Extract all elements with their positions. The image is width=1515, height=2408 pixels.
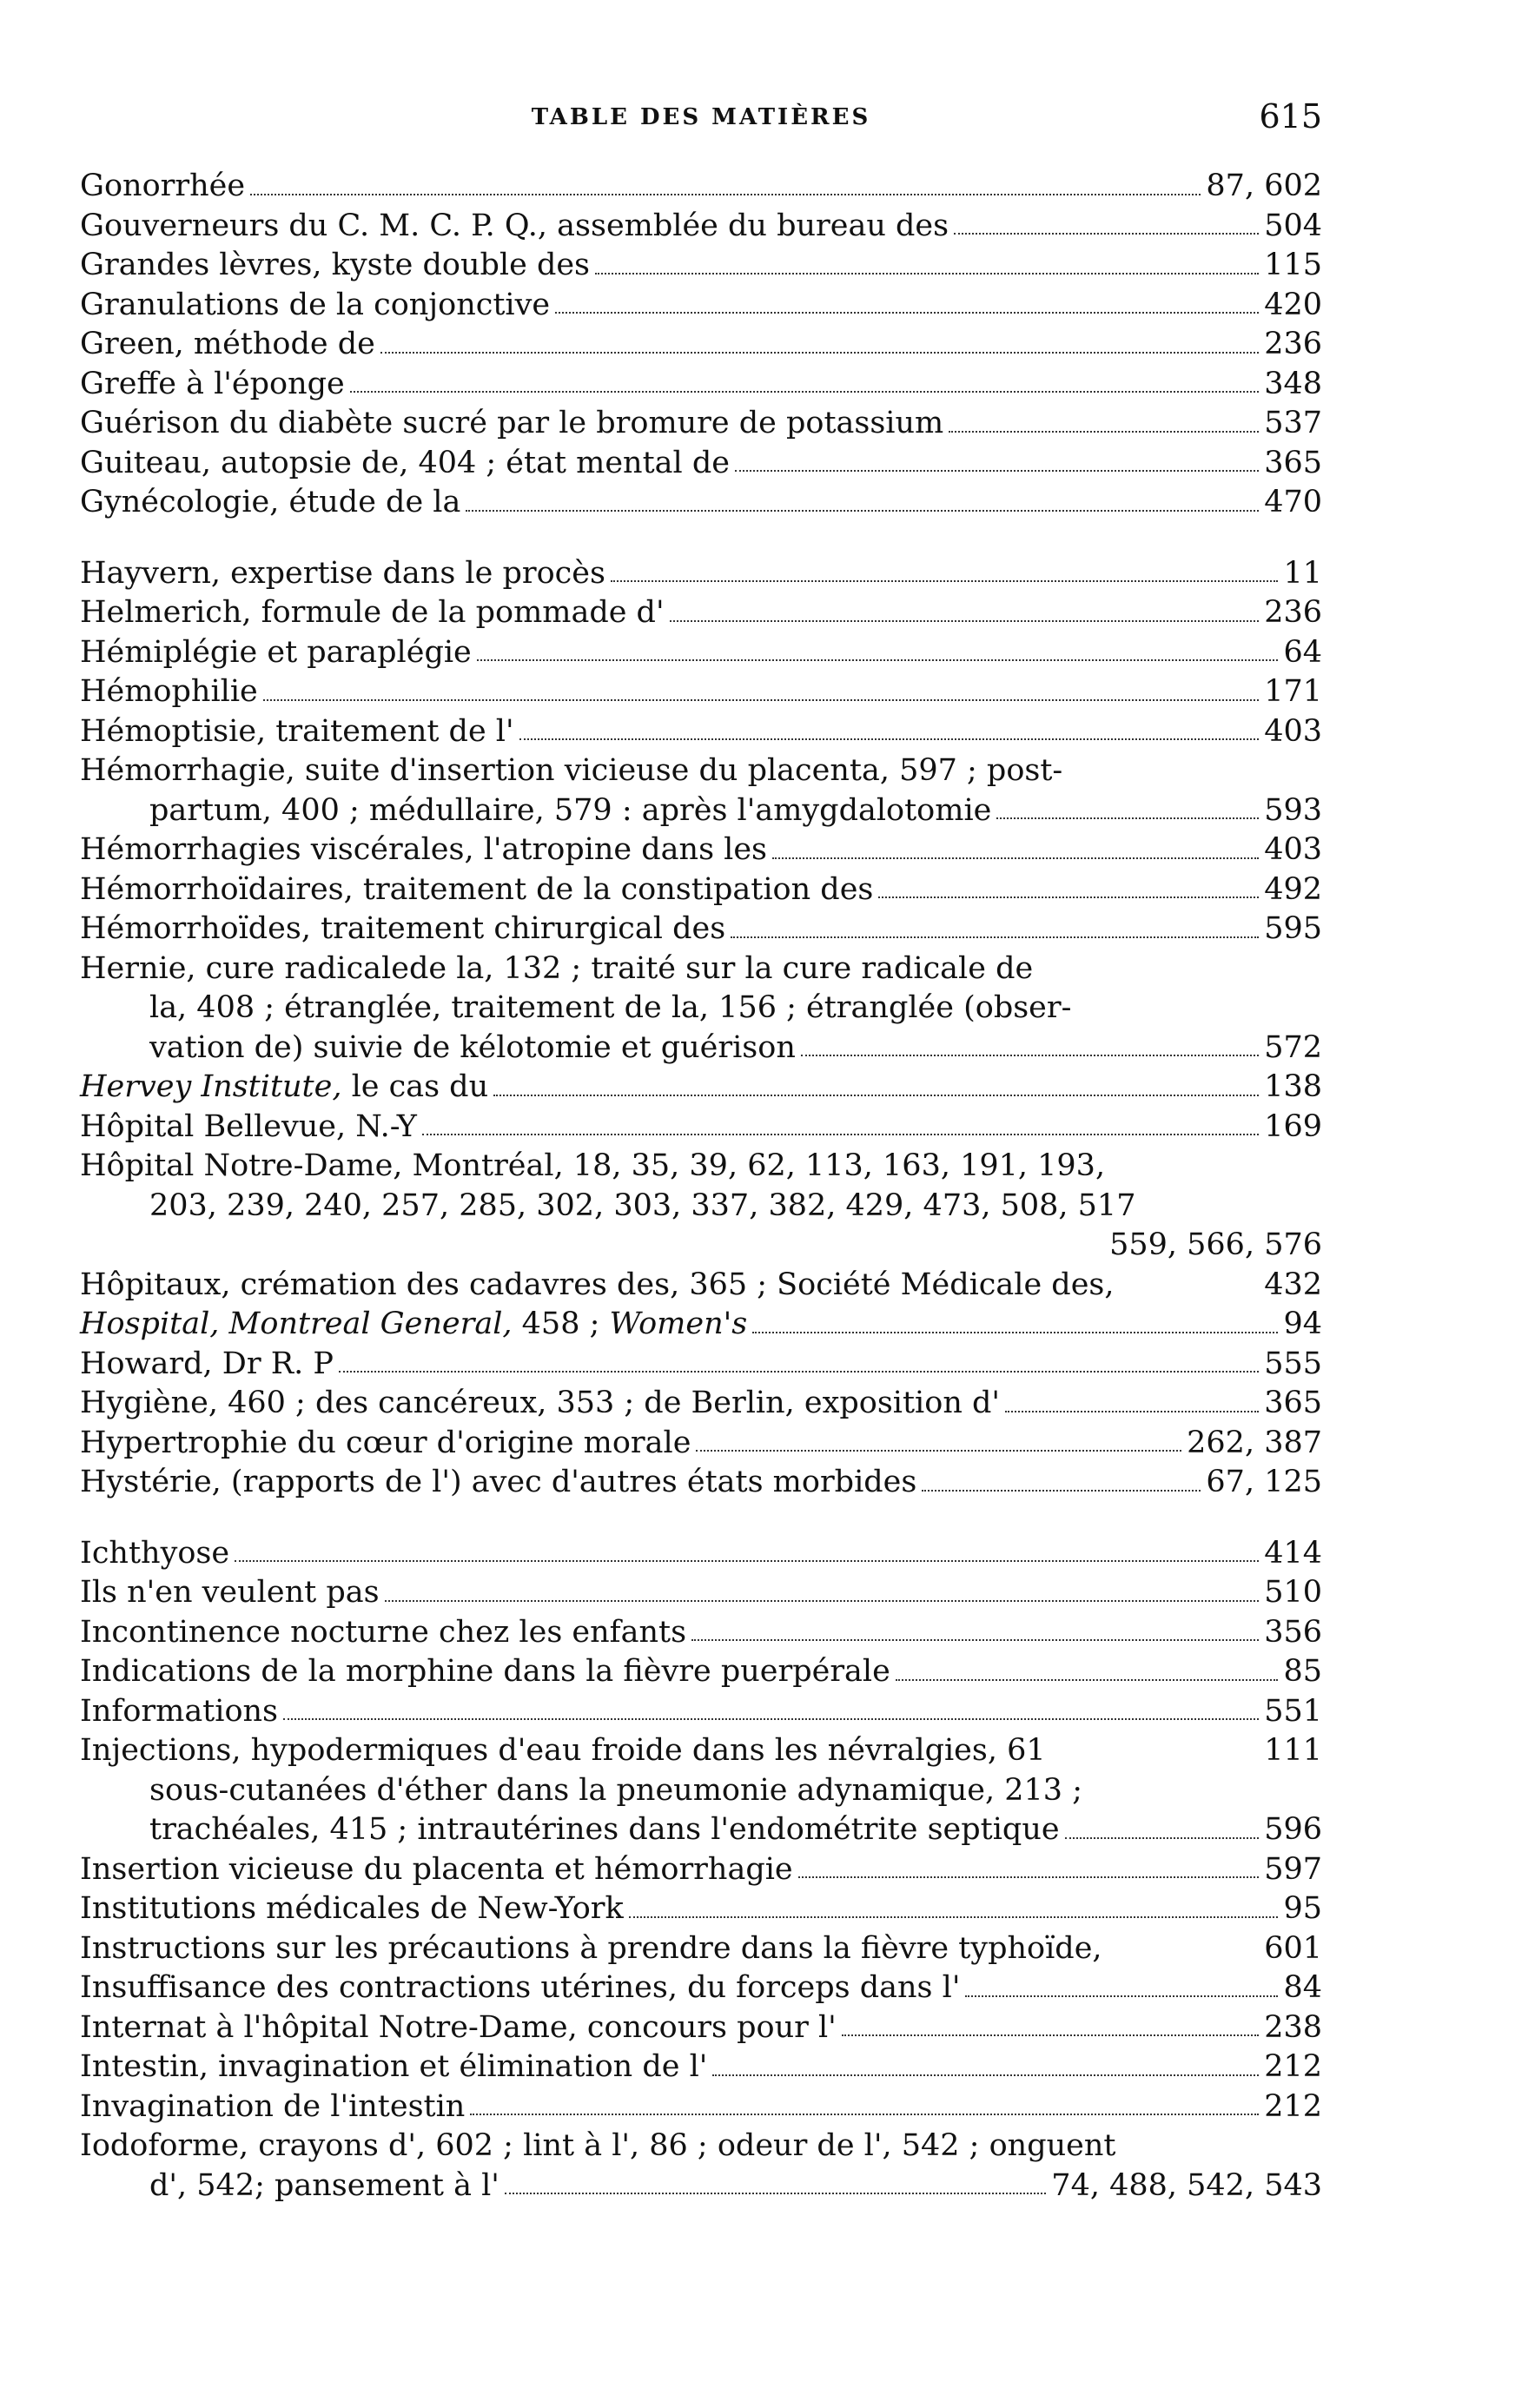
entry-pages: 115 bbox=[1264, 248, 1322, 282]
entry-term: Invagination de l'intestin bbox=[80, 2088, 466, 2124]
entry-pages: 365 bbox=[1264, 1386, 1322, 1420]
dot-leader bbox=[896, 1679, 1279, 1681]
index-entry bbox=[80, 1424, 1322, 1464]
dot-leader bbox=[339, 1371, 1259, 1373]
index-entry bbox=[80, 207, 1322, 247]
dot-leader bbox=[505, 2193, 1046, 2194]
entry-pages: 356 bbox=[1264, 1614, 1322, 1650]
entry-term: Incontinence nocturne chez les enfants bbox=[80, 1614, 687, 1650]
dot-leader bbox=[801, 1055, 1259, 1056]
index-entry-line: Hernie, cure radicalede la, 132 ; traité sur la cure radicale de bbox=[80, 950, 1034, 986]
dot-leader bbox=[752, 1332, 1278, 1333]
index-entry bbox=[80, 1305, 1322, 1345]
entry-term: Gynécologie, étude de la bbox=[80, 485, 461, 519]
entry-pages: 414 bbox=[1264, 1535, 1322, 1571]
entry-pages: 111 bbox=[1264, 1733, 1322, 1768]
entry-pages: 171 bbox=[1264, 674, 1322, 709]
entry-term: Hémorrhoïdes, traitement chirurgical des bbox=[80, 911, 726, 946]
entry-term: Green, méthode de bbox=[80, 327, 375, 361]
entry-pages: 169 bbox=[1264, 1108, 1322, 1144]
index-entry bbox=[80, 1692, 1322, 1732]
entry-pages: 365 bbox=[1264, 445, 1322, 480]
index-entry bbox=[80, 286, 1322, 326]
entry-pages: 94 bbox=[1283, 1307, 1322, 1341]
entry-pages: 238 bbox=[1264, 2009, 1322, 2045]
dot-leader bbox=[555, 312, 1259, 314]
entry-term-italic: Women's bbox=[609, 1307, 748, 1341]
entry-term: Helmerich, formule de la pommade d' bbox=[80, 595, 665, 630]
entry-pages: 348 bbox=[1264, 366, 1322, 401]
entry-pages: 432 bbox=[1264, 1267, 1322, 1302]
entry-pages: 555 bbox=[1264, 1346, 1322, 1381]
page-header bbox=[80, 96, 1322, 156]
index-entry bbox=[80, 910, 1322, 949]
index-entry bbox=[80, 1652, 1322, 1692]
index-entry-continuation: la, 408 ; étranglée, traitement de la, 156 ; étranglée (obser- bbox=[149, 990, 1072, 1025]
index-entry-continuation bbox=[80, 791, 1322, 831]
entry-pages: 601 bbox=[1264, 1930, 1322, 1966]
entry-pages: 597 bbox=[1264, 1851, 1322, 1887]
entry-pages: 420 bbox=[1264, 287, 1322, 322]
dot-leader bbox=[691, 1639, 1259, 1641]
entry-term: Insuffisance des contractions utérines, du forceps dans l' bbox=[80, 1970, 961, 2005]
index-entry bbox=[80, 830, 1322, 870]
entry-term: Hôpitaux, crémation des cadavres des, 365 ; Société Médicale des, bbox=[80, 1267, 1115, 1302]
dot-leader bbox=[798, 1876, 1260, 1878]
entry-term-text: 458 ; bbox=[512, 1307, 610, 1341]
entry-pages: 212 bbox=[1264, 2049, 1322, 2084]
entry-term: Gonorrhée bbox=[80, 169, 246, 203]
index-entry bbox=[80, 870, 1322, 910]
dot-leader bbox=[385, 1600, 1260, 1602]
index-entry-line: Iodoforme, crayons d', 602 ; lint à l', 86 ; odeur de l', 542 ; onguent bbox=[80, 2128, 1116, 2163]
dot-leader bbox=[235, 1560, 1259, 1562]
entry-term: Gouverneurs du C. M. C. P. Q., assemblée du bureau des bbox=[80, 208, 949, 243]
entry-term: Hémorrhoïdaires, traitement de la constipation des bbox=[80, 871, 874, 907]
index-entry bbox=[80, 167, 1322, 207]
index-entry bbox=[80, 554, 1322, 594]
index-entry bbox=[80, 1573, 1322, 1613]
dot-leader bbox=[712, 2074, 1259, 2076]
index-entry bbox=[80, 1463, 1322, 1503]
entry-pages: 64 bbox=[1283, 634, 1322, 670]
entry-term: d', 542; pansement à l' bbox=[149, 2167, 499, 2203]
dot-leader bbox=[470, 2114, 1259, 2115]
dot-leader bbox=[731, 936, 1259, 938]
index-entry bbox=[80, 1850, 1322, 1890]
index-entry bbox=[80, 1731, 1322, 1771]
entry-term: Hémophilie bbox=[80, 674, 258, 709]
entry-pages: 593 bbox=[1264, 792, 1322, 828]
entry-pages: 236 bbox=[1264, 327, 1322, 361]
dot-leader bbox=[519, 738, 1260, 740]
entry-pages: 95 bbox=[1283, 1891, 1322, 1926]
index-entry bbox=[80, 325, 1322, 365]
dot-leader bbox=[250, 194, 1201, 195]
entry-term: Insertion vicieuse du placenta et hémorrhagie bbox=[80, 1851, 793, 1887]
entry-pages: 403 bbox=[1264, 713, 1322, 749]
dot-leader bbox=[493, 1095, 1259, 1096]
entry-pages: 551 bbox=[1264, 1693, 1322, 1729]
entry-term: Ichthyose bbox=[80, 1535, 230, 1571]
index-entry-continuation bbox=[80, 1810, 1322, 1850]
index-entry bbox=[80, 1266, 1322, 1306]
entry-pages: 84 bbox=[1283, 1970, 1322, 2005]
index-entry bbox=[80, 712, 1322, 752]
index-entry-line: Hémorrhagie, suite d'insertion vicieuse du placenta, 597 ; post- bbox=[80, 753, 1063, 788]
index-section bbox=[80, 554, 1322, 1503]
entry-pages: 595 bbox=[1264, 911, 1322, 946]
entry-term-italic: Hospital, Montreal General, bbox=[80, 1307, 513, 1341]
entry-term: vation de) suivie de kélotomie et guérison bbox=[149, 1029, 796, 1065]
entry-pages: 492 bbox=[1264, 871, 1322, 907]
entry-term: Ils n'en veulent pas bbox=[80, 1575, 380, 1610]
index-entry bbox=[80, 2008, 1322, 2048]
entry-term: Greffe à l'éponge bbox=[80, 366, 345, 401]
dot-leader bbox=[996, 817, 1259, 819]
entry-term: Guiteau, autopsie de, 404 ; état mental de bbox=[80, 445, 730, 480]
entry-term bbox=[80, 1068, 488, 1108]
entry-term: Injections, hypodermiques d'eau froide dans les névralgies, 61 bbox=[80, 1733, 1046, 1768]
index-entry bbox=[80, 483, 1322, 523]
page-number: 615 bbox=[1259, 97, 1322, 136]
entry-term: Indications de la morphine dans la fièvre puerpérale bbox=[80, 1654, 890, 1689]
entry-pages: 85 bbox=[1283, 1654, 1322, 1689]
index-sections bbox=[80, 167, 1322, 2206]
dot-leader bbox=[477, 659, 1279, 661]
dot-leader bbox=[466, 510, 1259, 512]
index-entry bbox=[80, 1968, 1322, 2008]
entry-term: trachéales, 415 ; intrautérines dans l'endométrite septique bbox=[149, 1812, 1060, 1847]
dot-leader bbox=[1065, 1837, 1260, 1839]
entry-term: Grandes lèvres, kyste double des bbox=[80, 248, 591, 282]
entry-pages: 138 bbox=[1264, 1069, 1322, 1104]
index-entry-continuation: 203, 239, 240, 257, 285, 302, 303, 337, 382, 429, 473, 508, 517 bbox=[149, 1187, 1136, 1223]
entry-pages: 504 bbox=[1264, 208, 1322, 243]
index-entry bbox=[80, 2047, 1322, 2087]
entry-pages: 470 bbox=[1264, 485, 1322, 519]
entry-pages: 67, 125 bbox=[1206, 1465, 1322, 1499]
dot-leader bbox=[350, 391, 1259, 393]
entry-term-italic: Hervey Institute, bbox=[80, 1069, 342, 1104]
index-entry bbox=[80, 1384, 1322, 1424]
entry-term: Granulations de la conjonctive bbox=[80, 287, 551, 322]
entry-term: Informations bbox=[80, 1693, 279, 1729]
entry-term bbox=[80, 1305, 747, 1345]
index-entry bbox=[80, 593, 1322, 633]
entry-term: Howard, Dr R. P bbox=[80, 1346, 334, 1381]
entry-pages: 11 bbox=[1283, 555, 1322, 591]
dot-leader bbox=[422, 1134, 1259, 1135]
entry-term: Institutions médicales de New-York bbox=[80, 1891, 624, 1926]
index-entry-continuation: 559, 566, 576 bbox=[1109, 1227, 1322, 1262]
dot-leader bbox=[670, 620, 1260, 622]
index-entry-continuation bbox=[80, 2167, 1322, 2206]
dot-leader bbox=[263, 699, 1259, 701]
dot-leader bbox=[735, 470, 1259, 472]
dot-leader bbox=[772, 857, 1259, 859]
entry-pages: 74, 488, 542, 543 bbox=[1051, 2167, 1322, 2203]
entry-term: Hygiène, 460 ; des cancéreux, 353 ; de Berlin, exposition d' bbox=[80, 1386, 1001, 1420]
index-entry-continuation bbox=[80, 1029, 1322, 1068]
entry-pages: 403 bbox=[1264, 832, 1322, 867]
entry-pages: 510 bbox=[1264, 1575, 1322, 1610]
dot-leader bbox=[878, 896, 1259, 898]
dot-leader bbox=[965, 1995, 1278, 1997]
entry-pages: 572 bbox=[1264, 1029, 1322, 1065]
entry-term: Hémiplégie et paraplégie bbox=[80, 634, 472, 670]
index-entry bbox=[80, 365, 1322, 405]
index-entry bbox=[80, 1613, 1322, 1653]
entry-term: partum, 400 ; médullaire, 579 : après l'amygdalotomie bbox=[149, 792, 992, 828]
dot-leader bbox=[629, 1916, 1279, 1918]
entry-pages: 262, 387 bbox=[1187, 1425, 1322, 1460]
entry-term-text: le cas du bbox=[341, 1069, 489, 1104]
dot-leader bbox=[922, 1490, 1201, 1492]
entry-term: Instructions sur les précautions à prendre dans la fièvre typhoïde, bbox=[80, 1930, 1102, 1966]
entry-term: Internat à l'hôpital Notre-Dame, concours pour l' bbox=[80, 2009, 837, 2045]
dot-leader bbox=[954, 233, 1259, 235]
index-entry bbox=[80, 2087, 1322, 2127]
entry-term: Hayvern, expertise dans le procès bbox=[80, 555, 605, 591]
index-entry bbox=[80, 633, 1322, 673]
entry-pages: 212 bbox=[1264, 2088, 1322, 2124]
index-entry-continuation: sous-cutanées d'éther dans la pneumonie adynamique, 213 ; bbox=[149, 1772, 1082, 1808]
index-entry bbox=[80, 444, 1322, 484]
running-title: TABLE DES MATIÈRES bbox=[531, 104, 871, 130]
index-entry-line: Hôpital Notre-Dame, Montréal, 18, 35, 39, 62, 113, 163, 191, 193, bbox=[80, 1148, 1106, 1183]
index-section bbox=[80, 167, 1322, 523]
index-entry bbox=[80, 672, 1322, 712]
entry-pages: 236 bbox=[1264, 595, 1322, 630]
entry-pages: 596 bbox=[1264, 1812, 1322, 1847]
dot-leader bbox=[1005, 1411, 1259, 1412]
index-entry bbox=[80, 1345, 1322, 1385]
dot-leader bbox=[611, 580, 1279, 582]
dot-leader bbox=[949, 431, 1259, 433]
dot-leader bbox=[842, 2034, 1259, 2036]
index-entry bbox=[80, 1108, 1322, 1148]
dot-leader bbox=[696, 1450, 1181, 1452]
entry-term: Intestin, invagination et élimination de l' bbox=[80, 2049, 708, 2084]
dot-leader bbox=[595, 273, 1259, 275]
entry-term: Hôpital Bellevue, N.-Y bbox=[80, 1108, 417, 1144]
entry-pages: 87, 602 bbox=[1206, 169, 1322, 203]
entry-term: Hémoptisie, traitement de l' bbox=[80, 713, 514, 749]
index-entry bbox=[80, 1889, 1322, 1929]
index-page bbox=[80, 96, 1322, 2206]
entry-term: Hystérie, (rapports de l') avec d'autres états morbides bbox=[80, 1465, 917, 1499]
index-entry bbox=[80, 1929, 1322, 1969]
dot-leader bbox=[283, 1718, 1259, 1720]
dot-leader bbox=[380, 352, 1259, 354]
index-entry bbox=[80, 246, 1322, 286]
entry-term: Hypertrophie du cœur d'origine morale bbox=[80, 1425, 691, 1460]
entry-term: Hémorrhagies viscérales, l'atropine dans les bbox=[80, 832, 768, 867]
index-entry bbox=[80, 1068, 1322, 1108]
entry-term: Guérison du diabète sucré par le bromure de potassium bbox=[80, 406, 944, 440]
index-entry bbox=[80, 404, 1322, 444]
index-section bbox=[80, 1534, 1322, 2206]
entry-pages: 537 bbox=[1264, 406, 1322, 440]
index-entry bbox=[80, 1534, 1322, 1574]
